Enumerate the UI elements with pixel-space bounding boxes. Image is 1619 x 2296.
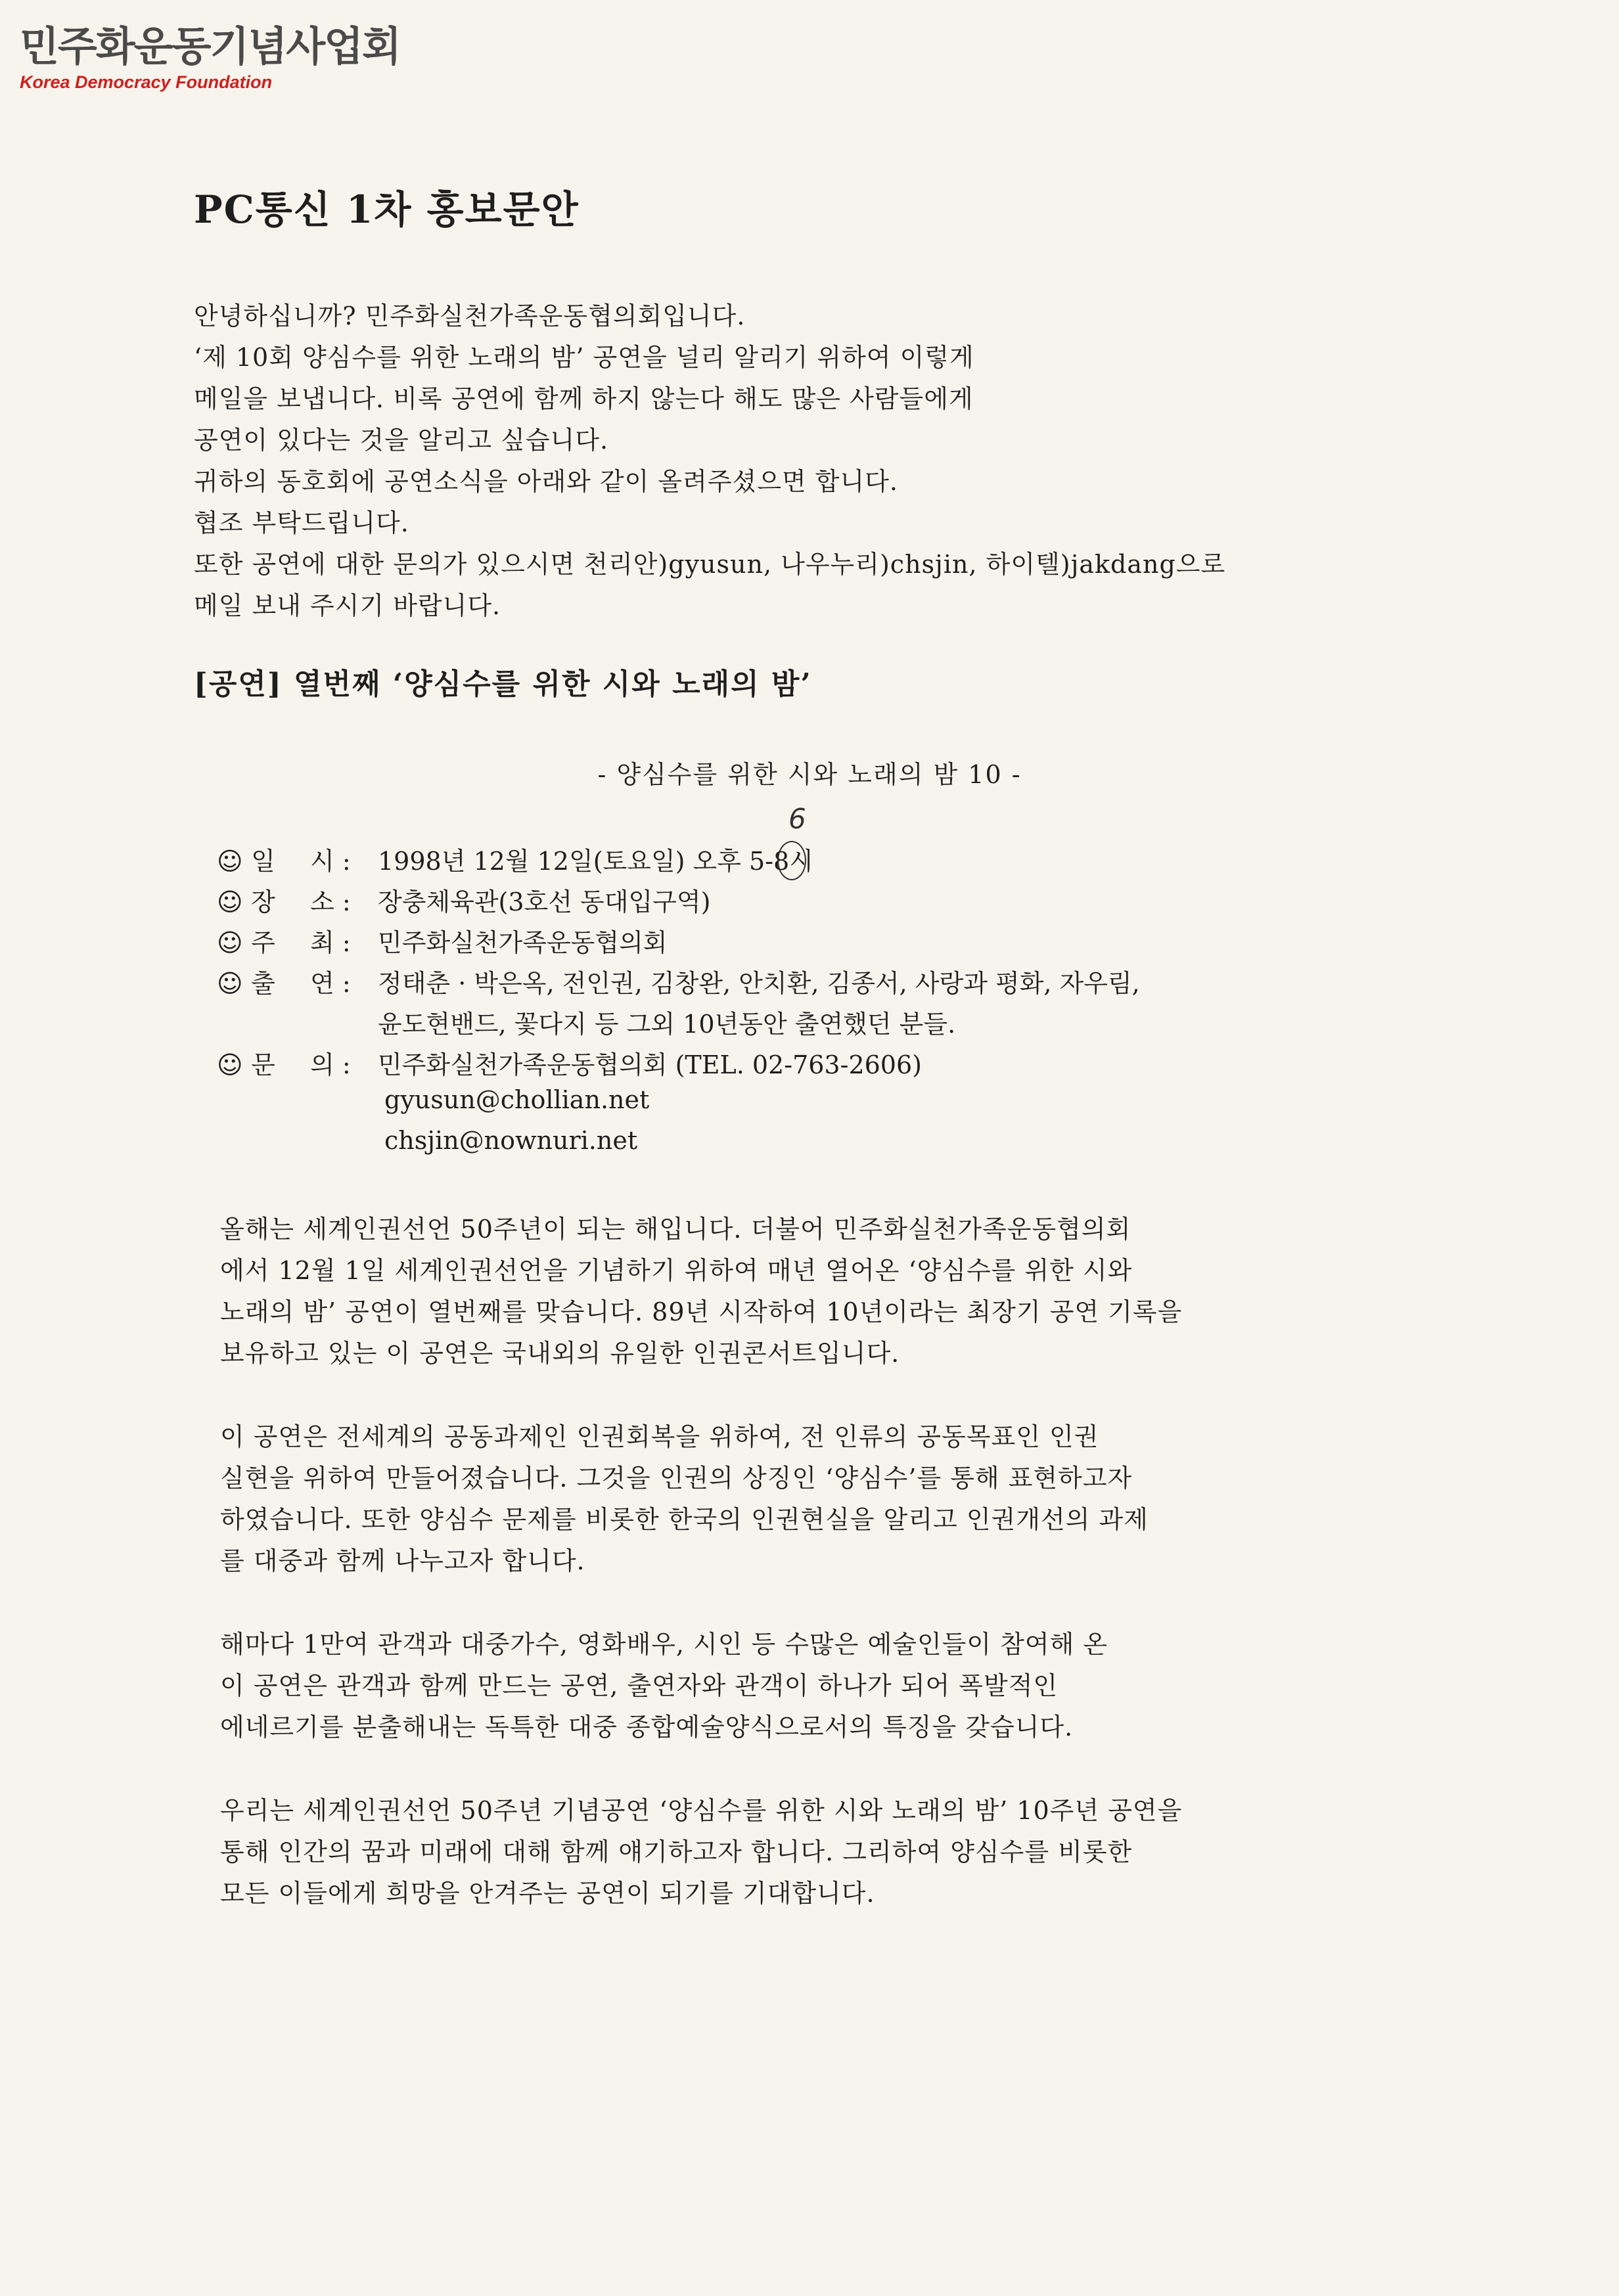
label-char: 주: [251, 928, 275, 957]
info-value-performers-cont: 윤도현밴드, 꽃다지 등 그외 10년동안 출연했던 분들.: [378, 1010, 956, 1039]
intro-line: 안녕하십니까? 민주화실천가족운동협의회입니다.: [194, 302, 746, 330]
paragraph-line: 해마다 1만여 관객과 대중가수, 영화배우, 시인 등 수많은 예술인들이 참여해 온: [220, 1630, 1108, 1659]
smiley-icon: ☺: [217, 888, 243, 916]
intro-line: 귀하의 동호회에 공연소식을 아래와 같이 올려주셨으면 합니다.: [194, 467, 898, 496]
handwritten-note: 6: [788, 803, 806, 835]
paragraph-line: 이 공연은 전세계의 공동과제인 인권회복을 위하여, 전 인류의 공동목표인 인권: [220, 1422, 1099, 1451]
body-paragraphs: [220, 1209, 1324, 1956]
intro-line: 또한 공연에 대한 문의가 있으시면 천리안)gyusun, 나우누리)chsjin, 하이텔)jakdang으로: [194, 550, 1226, 579]
paragraph-line: 실현을 위하여 만들어졌습니다. 그것을 인권의 상징인 ‘양심수’를 통해 표현하고자: [220, 1464, 1133, 1493]
paragraph-line: 에서 12월 1일 세계인권선언을 기념하기 위하여 매년 열어온 ‘양심수를 위한 시와: [220, 1256, 1133, 1285]
intro-line: 공연이 있다는 것을 알리고 싶습니다.: [194, 426, 609, 455]
info-value-contact: 민주화실천가족운동협의회 (TEL. 02-763-2606): [378, 1050, 922, 1079]
paragraph-line: 통해 인간의 꿈과 미래에 대해 함께 얘기하고자 합니다. 그리하여 양심수를 비롯한: [220, 1837, 1133, 1866]
intro-line: 메일 보내 주시기 바랍니다.: [194, 591, 501, 620]
contact-email: chsjin@nownuri.net: [384, 1126, 638, 1155]
smiley-icon: ☺: [217, 969, 243, 998]
info-label: ☺ 출 연 :: [217, 963, 381, 999]
info-label: ☺ 주 최 :: [217, 922, 381, 958]
paragraph: [220, 1209, 1324, 1374]
smiley-icon: ☺: [217, 1050, 243, 1079]
label-char: 문: [251, 1050, 275, 1079]
label-char: 소: [310, 888, 334, 916]
contact-email: gyusun@chollian.net: [384, 1085, 650, 1114]
paragraph-line: 하였습니다. 또한 양심수 문제를 비롯한 한국의 인권현실을 알리고 인권개선의 과제: [220, 1505, 1149, 1534]
info-value-date: 1998년 12월 12일(토요일) 오후 5-8시: [378, 847, 813, 876]
paragraph-line: 올해는 세계인권선언 50주년이 되는 해입니다. 더불어 민주화실천가족운동협의회: [220, 1215, 1131, 1244]
info-label: ☺ 일 시 :: [217, 841, 381, 877]
intro-line: ‘제 10회 양심수를 위한 노래의 밤’ 공연을 널리 알리기 위하여 이렇게: [194, 343, 974, 372]
label-char: 최: [310, 928, 334, 957]
label-char: 의: [310, 1050, 334, 1079]
label-char: 출: [251, 969, 275, 998]
paragraph-line: 보유하고 있는 이 공연은 국내외의 유일한 인권콘서트입니다.: [220, 1339, 900, 1368]
label-char: 일: [251, 847, 275, 876]
label-char: 연: [310, 969, 334, 998]
info-value-place: 장충체육관(3호선 동대입구역): [378, 888, 711, 916]
label-char: 장: [251, 888, 275, 916]
org-logo: [20, 22, 400, 92]
event-subtitle: - 양심수를 위한 시와 노래의 밤 10 -: [597, 760, 1022, 789]
paragraph: [220, 1624, 1324, 1748]
document-title: PC통신 1차 홍보문안: [194, 187, 580, 232]
info-label: ☺ 장 소 :: [217, 882, 381, 918]
paragraph: [220, 1416, 1324, 1582]
info-value-host: 민주화실천가족운동협의회: [378, 928, 668, 957]
paragraph-line: 노래의 밤’ 공연이 열번째를 맞습니다. 89년 시작하여 10년이라는 최장기 공연 기록을: [220, 1297, 1183, 1326]
intro-line: 협조 부탁드립니다.: [194, 508, 409, 537]
paragraph-line: 우리는 세계인권선언 50주년 기념공연 ‘양심수를 위한 시와 노래의 밤’ 10주년 공연을: [220, 1796, 1183, 1825]
org-name-en: Korea Democracy Foundation: [20, 72, 273, 92]
smiley-icon: ☺: [217, 928, 243, 957]
label-char: 시: [310, 847, 334, 876]
smiley-icon: ☺: [217, 847, 243, 876]
paragraph: [220, 1790, 1324, 1914]
section-heading: [공연] 열번째 ‘양심수를 위한 시와 노래의 밤’: [194, 667, 812, 701]
info-label: ☺ 문 의 :: [217, 1045, 381, 1081]
org-name-kr: 민주화운동기념사업회: [20, 22, 400, 70]
paragraph-line: 모든 이들에게 희망을 안겨주는 공연이 되기를 기대합니다.: [220, 1879, 875, 1908]
info-value-performers: 정태춘 · 박은옥, 전인권, 김창완, 안치환, 김종서, 사랑과 평화, 자우림,: [378, 969, 1140, 998]
paragraph-line: 이 공연은 관객과 함께 만드는 공연, 출연자와 관객이 하나가 되어 폭발적인: [220, 1671, 1059, 1700]
paragraph-line: 에네르기를 분출해내는 독특한 대중 종합예술양식으로서의 특징을 갖습니다.: [220, 1713, 1074, 1742]
intro-text: [194, 296, 1350, 627]
intro-line: 메일을 보냅니다. 비록 공연에 함께 하지 않는다 해도 많은 사람들에게: [194, 384, 974, 413]
paragraph-line: 를 대중과 함께 나누고자 합니다.: [220, 1546, 585, 1575]
